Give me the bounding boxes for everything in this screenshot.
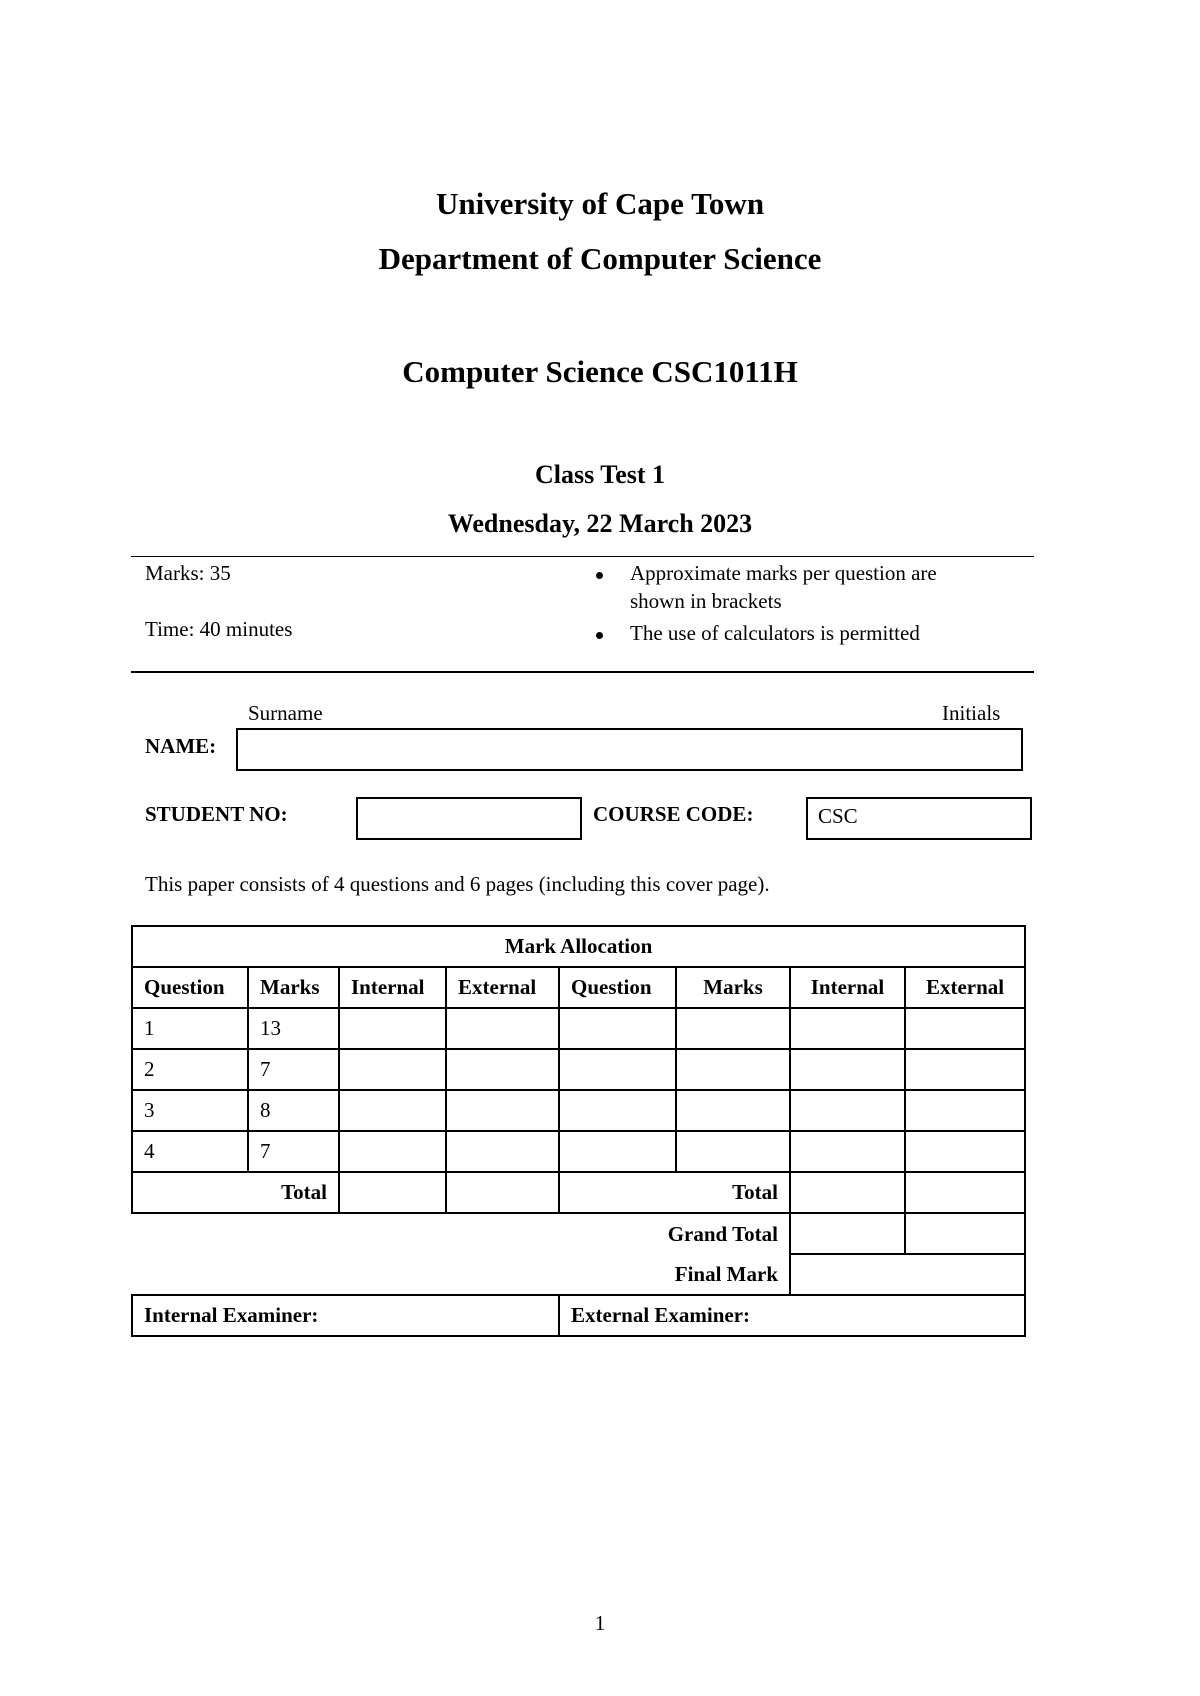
paper-note: This paper consists of 4 questions and 6 pages (including this cover page). xyxy=(145,872,770,896)
final-mark-label: Final Mark xyxy=(674,1261,778,1286)
question-cell-2 xyxy=(559,1008,676,1049)
internal-cell[interactable] xyxy=(339,1090,446,1131)
final-mark-cell[interactable] xyxy=(790,1254,1025,1295)
divider-top xyxy=(131,556,1034,557)
table-row xyxy=(132,1008,1025,1049)
question-cell: 4 xyxy=(132,1131,248,1172)
marks-cell: 8 xyxy=(248,1090,339,1131)
external-cell[interactable] xyxy=(446,1049,559,1090)
internal-examiner-field[interactable]: Internal Examiner: xyxy=(132,1295,559,1336)
total-external-cell[interactable] xyxy=(446,1172,559,1213)
bullet-text: The use of calculators is permitted xyxy=(630,621,920,645)
name-label: NAME: xyxy=(145,734,217,758)
grand-total-row xyxy=(132,1213,1025,1254)
marks-cell-2 xyxy=(676,1090,790,1131)
internal-cell[interactable] xyxy=(339,1049,446,1090)
course-code-value: CSC xyxy=(818,804,858,828)
header-marks-2: Marks xyxy=(676,967,790,1008)
question-cell: 1 xyxy=(132,1008,248,1049)
mark-allocation-table xyxy=(131,925,1026,1337)
external-cell[interactable] xyxy=(446,1008,559,1049)
examiner-row xyxy=(132,1295,1025,1336)
header-question-2: Question xyxy=(559,967,676,1008)
question-cell-2 xyxy=(559,1090,676,1131)
divider-bottom xyxy=(131,671,1034,673)
surname-label: Surname xyxy=(248,701,323,725)
marks-info: Marks: 35 xyxy=(145,561,231,585)
test-title: Class Test 1 xyxy=(534,460,666,489)
external-cell-2[interactable] xyxy=(905,1090,1025,1131)
internal-cell-2[interactable] xyxy=(790,1049,905,1090)
page-number: 1 xyxy=(594,1611,606,1635)
external-cell-2[interactable] xyxy=(905,1131,1025,1172)
course-code-field[interactable] xyxy=(806,797,1032,840)
external-cell[interactable] xyxy=(446,1131,559,1172)
table-row xyxy=(132,1131,1025,1172)
internal-cell-2[interactable] xyxy=(790,1008,905,1049)
marks-cell: 13 xyxy=(248,1008,339,1049)
test-date: Wednesday, 22 March 2023 xyxy=(447,509,753,538)
grand-total-external-cell[interactable] xyxy=(905,1213,1025,1254)
bullet-text: Approximate marks per question are xyxy=(630,561,937,585)
total-external-cell-2[interactable] xyxy=(905,1172,1025,1213)
external-cell-2[interactable] xyxy=(905,1049,1025,1090)
external-examiner-field[interactable]: External Examiner: xyxy=(559,1295,1025,1336)
question-cell-2 xyxy=(559,1131,676,1172)
final-mark-row xyxy=(132,1254,1025,1295)
bullet-icon xyxy=(596,572,603,579)
marks-cell-2 xyxy=(676,1049,790,1090)
question-cell-2 xyxy=(559,1049,676,1090)
total-internal-cell-2[interactable] xyxy=(790,1172,905,1213)
header-internal-2: Internal xyxy=(790,967,905,1008)
header-internal: Internal xyxy=(339,967,446,1008)
student-no-label: STUDENT NO: xyxy=(145,802,288,826)
mark-allocation-title: Mark Allocation xyxy=(132,926,1025,967)
marks-cell: 7 xyxy=(248,1049,339,1090)
marks-cell: 7 xyxy=(248,1131,339,1172)
marks-cell-2 xyxy=(676,1008,790,1049)
initials-label: Initials xyxy=(942,701,1001,725)
total-label: Total xyxy=(132,1172,339,1213)
total-row xyxy=(132,1172,1025,1213)
header-external: External xyxy=(446,967,559,1008)
header-external-2: External xyxy=(905,967,1025,1008)
course-title: Computer Science CSC1011H xyxy=(402,354,798,389)
question-cell: 3 xyxy=(132,1090,248,1131)
student-no-field[interactable] xyxy=(356,797,582,840)
internal-cell-2[interactable] xyxy=(790,1090,905,1131)
course-code-label: COURSE CODE: xyxy=(593,802,754,826)
time-info: Time: 40 minutes xyxy=(145,617,293,641)
total-internal-cell[interactable] xyxy=(339,1172,446,1213)
header-marks: Marks xyxy=(248,967,339,1008)
header-question: Question xyxy=(132,967,248,1008)
bullet-text-continued: shown in brackets xyxy=(630,589,782,613)
grand-total-label: Grand Total xyxy=(667,1221,778,1246)
department-title: Department of Computer Science xyxy=(378,241,822,276)
external-cell[interactable] xyxy=(446,1090,559,1131)
name-field[interactable] xyxy=(236,728,1023,771)
question-cell: 2 xyxy=(132,1049,248,1090)
table-row xyxy=(132,1049,1025,1090)
bullet-icon xyxy=(596,632,603,639)
internal-cell[interactable] xyxy=(339,1131,446,1172)
internal-cell-2[interactable] xyxy=(790,1131,905,1172)
internal-cell[interactable] xyxy=(339,1008,446,1049)
university-title: University of Cape Town xyxy=(435,186,765,221)
table-row xyxy=(132,1090,1025,1131)
total-label-2: Total xyxy=(559,1172,790,1213)
marks-cell-2 xyxy=(676,1131,790,1172)
grand-total-internal-cell[interactable] xyxy=(790,1213,905,1254)
external-cell-2[interactable] xyxy=(905,1008,1025,1049)
